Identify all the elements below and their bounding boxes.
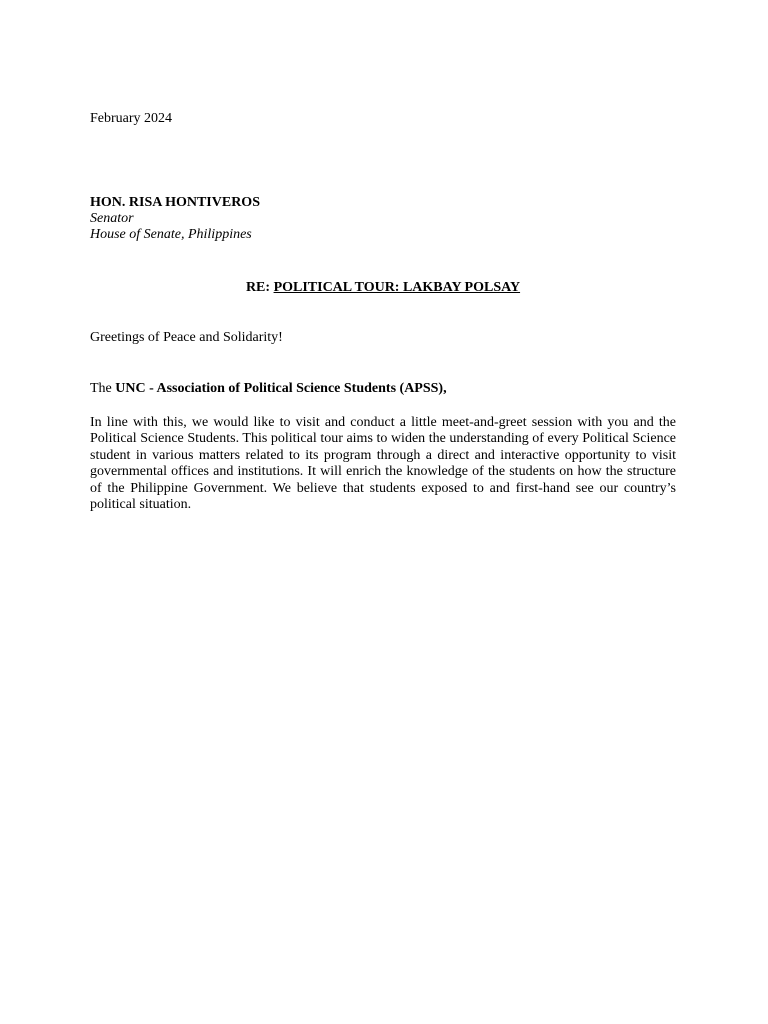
letter-date: February 2024 <box>90 111 173 126</box>
greeting: Greetings of Peace and Solidarity! <box>90 330 283 345</box>
body-paragraph: In line with this, we would like to visit and conduct a little meet-and-greet session with you and the Political Science Students. This political tour aims to widen the understanding of every Political Science student in various matters related to its program through a direct and interactive opportunity to visit governmental offices and institutions. It will enrich the knowledge of the students on how the structure of the Philippine Government. We believe that students exposed to and first-hand see our country’s political situation. <box>90 415 676 513</box>
intro-line <box>90 381 447 397</box>
recipient-title: Senator <box>90 211 134 226</box>
intro-lead: The <box>90 381 112 396</box>
subject-prefix: RE: <box>245 280 271 295</box>
subject-line <box>90 280 676 296</box>
organization-name: UNC - Association of Political Science Students (APSS), <box>115 381 447 396</box>
recipient-office: House of Senate, Philippines <box>90 227 252 242</box>
subject-title: POLITICAL TOUR: LAKBAY POLSAY <box>273 280 521 295</box>
recipient-name: HON. RISA HONTIVEROS <box>90 195 260 210</box>
